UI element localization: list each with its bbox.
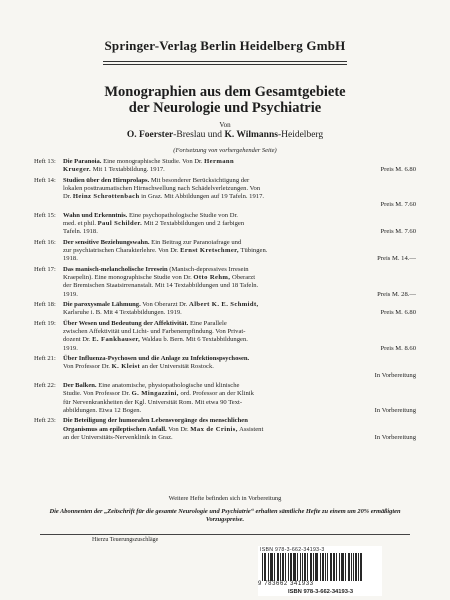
barcode-bar [343,553,344,581]
barcode-bar [264,553,265,581]
issue-line [63,255,416,263]
issue-text: an der Universitäts-Nervenklinik in Graz. [63,433,173,441]
double-rule-bottom [103,64,347,65]
barcode-bar [325,553,326,581]
issue-line [63,320,416,328]
issue-text: abbildungen. Etwa 12 Bogen. [63,406,142,414]
double-rule-top [103,61,347,62]
barcode-bar [322,553,323,581]
barcode-bar [277,553,278,581]
barcode-bar [304,553,305,581]
barcode-bar [265,553,266,581]
barcode-bar [278,553,279,581]
barcode-bar [317,553,318,581]
barcode-bar [360,553,361,581]
barcode-bar [320,553,321,581]
barcode-bar [349,553,350,581]
issue-text: Eine Parallele [188,320,227,327]
issue-price: In Vorbereitung [374,406,416,414]
issue-text: Dr. [63,193,73,201]
barcode-bar [310,553,311,581]
issue-line [63,399,416,407]
issue-description [63,417,416,442]
issue-text: Ein Beitrag zur Paranoiafrage und [149,239,242,246]
issue-line [63,220,416,228]
issue-text: Von Dr. [166,425,191,433]
issue-price: Preis M. 7.60 [380,228,416,236]
issue-line [63,166,416,174]
barcode-bar [283,553,284,581]
issue-description [63,158,416,174]
issue-title: Wahn und Erkenntnis. [63,212,128,219]
editor-1-name: O. Foerster [126,130,174,140]
issue-text: Mit 1 Textabbildung. 1917. [91,166,165,174]
issue-title: Der Balken. [63,382,97,390]
issue-title: Das manisch-melancholische Irresein [63,266,168,273]
issue-text: dozent Dr. [63,336,93,344]
barcode-bar [274,553,275,581]
barcode-bar [307,553,308,581]
barcode-bar [334,553,335,581]
issue-text: Mit besonderer Berücksichtigung der [149,176,250,184]
issue-number: Heft 16: [34,239,56,246]
issue-entry [34,320,416,353]
barcode-bar [333,553,334,581]
issue-title: Über Wesen und Bedeutung der Affektivität. [63,320,189,327]
barcode-bar [302,553,303,581]
barcode-bar [327,553,328,581]
issue-title: Studien über den Hirnprolaps. [63,176,150,184]
issue-entry [34,355,416,380]
barcode-bar [341,553,342,581]
issue-description [63,301,416,317]
issue-text: 1919. [63,290,78,298]
author-name: Paul Schilder. [97,220,143,228]
issue-description [63,382,416,415]
issue-description [63,266,416,299]
issue-line [63,266,416,274]
issue-price: Preis M. 8.60 [380,344,416,352]
issue-line [63,345,416,353]
issue-text: zur psychiatrischen Charakterlehre. Von Dr. [63,247,181,255]
issue-entry [34,417,416,442]
barcode-bar [348,553,349,581]
issue-text: 1918. [63,255,78,263]
issue-text: zwischen Affektivität und Licht- und Farbenempfindung. Von Privat- [63,328,246,336]
barcode-bar [288,553,289,581]
issue-text: (Manisch-depressives Irresein [167,266,249,273]
issue-text: lokalen posttraumatischen Hirnschwellung nach Schädelverletzungen. Von [63,185,261,192]
issue-text: Von Oberarzt Dr. [140,301,190,309]
author-name: Krueger. [63,166,92,174]
issue-price: Preis M. 7.60 [380,201,416,209]
author-name: Heinz Schrottenbach [72,193,140,201]
barcode-bar [290,553,291,581]
editor-1-place: -Breslau und [173,130,225,140]
issue-number: Heft 17: [34,266,56,273]
barcode-bar [294,553,295,581]
barcode-bar [358,553,359,581]
barcode-bar [351,553,352,581]
issue-line [63,177,416,185]
issue-description [63,320,416,353]
barcode-bar [268,553,269,581]
barcode-bar [285,553,286,581]
series-title-line-1: Monographien aus dem Gesamtgebiete [104,84,346,100]
issue-line [63,355,416,363]
issue-number: Heft 23: [34,417,56,425]
editors [0,130,450,140]
issue-number: Heft 22: [34,382,56,390]
barcode-bar [270,553,271,581]
barcode-bar [271,553,272,581]
barcode-bar [336,553,337,581]
barcode-bar [280,553,281,581]
issue-text: Eine psychopathologische Studie von Dr. [127,212,238,219]
author-name: G. Mingazzini, [131,390,179,398]
barcode-bar [342,553,343,581]
barcode-bar [282,553,283,581]
price-change-note: Hierzu Teuerungszuschläge [92,537,159,543]
author-name: Max de Crinis, [190,425,238,433]
issue-text: Studie. Von Professor Dr. [63,390,132,398]
issue-text: Kraepelin). Eine monographische Studie von Dr. [63,274,194,282]
issue-text: Karlsruhe i. B. Mit 4 Textabbildungen. 1919. [63,309,182,317]
barcode-bar [305,553,306,581]
barcode-bar [300,553,301,581]
issue-number: Heft 15: [34,212,56,219]
barcode-bar [291,553,292,581]
series-title-line-2: der Neurologie und Psychiatrie [128,100,322,116]
issue-text: Eine monographische Studie. Von Dr. [101,158,205,165]
barcode-bar [272,553,273,581]
continuation-note: (Fortsetzung von vorhergehender Seite) [173,147,277,154]
issue-text: an der Universität Rostock. [140,363,214,371]
issue-line [63,193,416,201]
issue-entry [34,212,416,237]
issue-price: Preis M. 6.80 [380,166,416,174]
barcode-bar [339,553,340,581]
von-label: Von [219,121,231,129]
issue-description [63,212,416,237]
issue-line [63,426,416,434]
issue-line [63,158,416,166]
issue-text: Oberarzt [230,274,256,282]
issue-description [63,355,416,380]
issue-description [63,177,416,210]
issue-line [63,363,416,371]
author-name: Ernst Kretschmer, [180,247,239,255]
editor-2-name: K. Wilmanns [224,130,278,140]
issue-text: Eine anatomische, physiopathologische und klinische [96,382,240,390]
issue-entry [34,177,416,210]
issue-line [63,372,416,380]
issue-line [63,417,416,425]
issue-line [63,274,416,282]
issue-line [63,291,416,299]
issue-text: Assistent [237,425,264,433]
barcode-bar [361,553,362,581]
issue-entry [34,266,416,299]
issue-text: der Bremischen Staatsirrenanstalt. Mit 14 Textabbildungen und 18 Tafeln. [63,282,259,290]
barcode-bar [315,553,316,581]
issue-entry [34,301,416,317]
barcode-digits: 9 783662 341933 [258,581,314,587]
issue-number: Heft 14: [34,176,56,184]
divider-rule [40,534,410,535]
issue-title: Über Influenza-Psychosen und die Anlage zu Infektionspsychosen. [63,355,250,363]
isbn-bottom-text: ISBN 978-3-662-34193-3 [288,589,354,595]
author-name: Hermann [204,158,235,165]
barcode-bar [356,553,357,581]
issue-entry [34,158,416,174]
issue-price: Preis M. 6.80 [380,309,416,317]
barcode-bar [331,553,332,581]
author-name: Albert K. E. Schmidt, [189,301,259,309]
barcode-bar [311,553,312,581]
issue-title: Die Paranoia. [63,158,102,165]
barcode-bar [313,553,314,581]
issue-list [34,158,416,444]
issue-number: Heft 19: [34,320,56,327]
publisher-name: Springer-Verlag Berlin Heidelberg GmbH [104,38,346,53]
barcode-bar [293,553,294,581]
further-issues-note: Weitere Hefte befinden sich in Vorbereitung [168,495,282,502]
issue-price: In Vorbereitung [374,433,416,441]
issue-number: Heft 13: [34,158,56,165]
issue-line [63,390,416,398]
issue-title: Die Beteiligung der humoralen Lebensvorgänge des menschlichen [63,417,248,425]
issue-title: Die paroxysmale Lähmung. [63,301,141,309]
issue-price: Preis M. 28.— [377,290,416,298]
issue-line [63,309,416,317]
series-title [0,84,450,116]
issue-line [63,434,416,442]
issue-line [63,239,416,247]
issue-number: Heft 18: [34,301,56,309]
issue-line [63,407,416,415]
issue-line [63,212,416,220]
issue-line [63,185,416,193]
issue-line [63,328,416,336]
author-name: K. Kleist [111,363,141,371]
issue-title: Organismus am epileptischen Anfall. [63,425,167,433]
issue-text: in Graz. Mit Abbildungen auf 19 Tafeln. 1917. [139,193,265,201]
barcode-bar [323,553,324,581]
issue-line [63,201,416,209]
issue-line [63,382,416,390]
issue-text: Von Professor Dr. [63,363,112,371]
issue-line [63,336,416,344]
issue-price: In Vorbereitung [374,371,416,379]
issue-text: ord. Professor an der Klinik [178,390,254,398]
issue-number: Heft 21: [34,355,56,363]
barcode-bar [355,553,356,581]
issue-text: 1919. [63,344,78,352]
issue-title: Der sensitive Beziehungswahn. [63,239,150,246]
author-name: Otto Rehm, [193,274,231,282]
issue-entry [34,239,416,264]
issue-line [63,301,416,309]
issue-text: Tafeln. 1918. [63,228,98,236]
issue-line [63,282,416,290]
barcode-image [262,553,362,581]
editor-2-place: -Heidelberg [277,130,324,140]
barcode-bar [330,553,331,581]
barcode-bar [345,553,346,581]
barcode-bar [297,553,298,581]
issue-description [63,239,416,264]
barcode-bar [262,553,263,581]
issue-text: für Nervenkrankheiten der Kgl. Universität Rom. Mit etwa 90 Text- [63,398,243,406]
issue-text: Waldau b. Bern. Mit 6 Textabbildungen. [140,336,248,344]
issue-line [63,228,416,236]
issue-text: Tübingen. [238,247,268,255]
issue-text: Mit 2 Textabbildungen und 2 farbigen [142,220,245,228]
subscriber-note: Die Abonnenten der „Zeitschrift für die gesamte Neurologie und Psychiatrie“ erhalten sämtliche Hefte zu einem um 20% ermäßigten Vorzugspreise. [49,508,401,523]
author-name: E. Fankhauser, [92,336,141,344]
issue-price: Preis M. 14.— [377,255,416,263]
barcode-bar [295,553,296,581]
issue-line [63,247,416,255]
isbn-top-text: ISBN 978-3-662-34193-3 [260,547,325,553]
barcode-bar [316,553,317,581]
issue-text: med. et phil. [63,220,98,228]
barcode-bar [353,553,354,581]
issue-entry [34,382,416,415]
